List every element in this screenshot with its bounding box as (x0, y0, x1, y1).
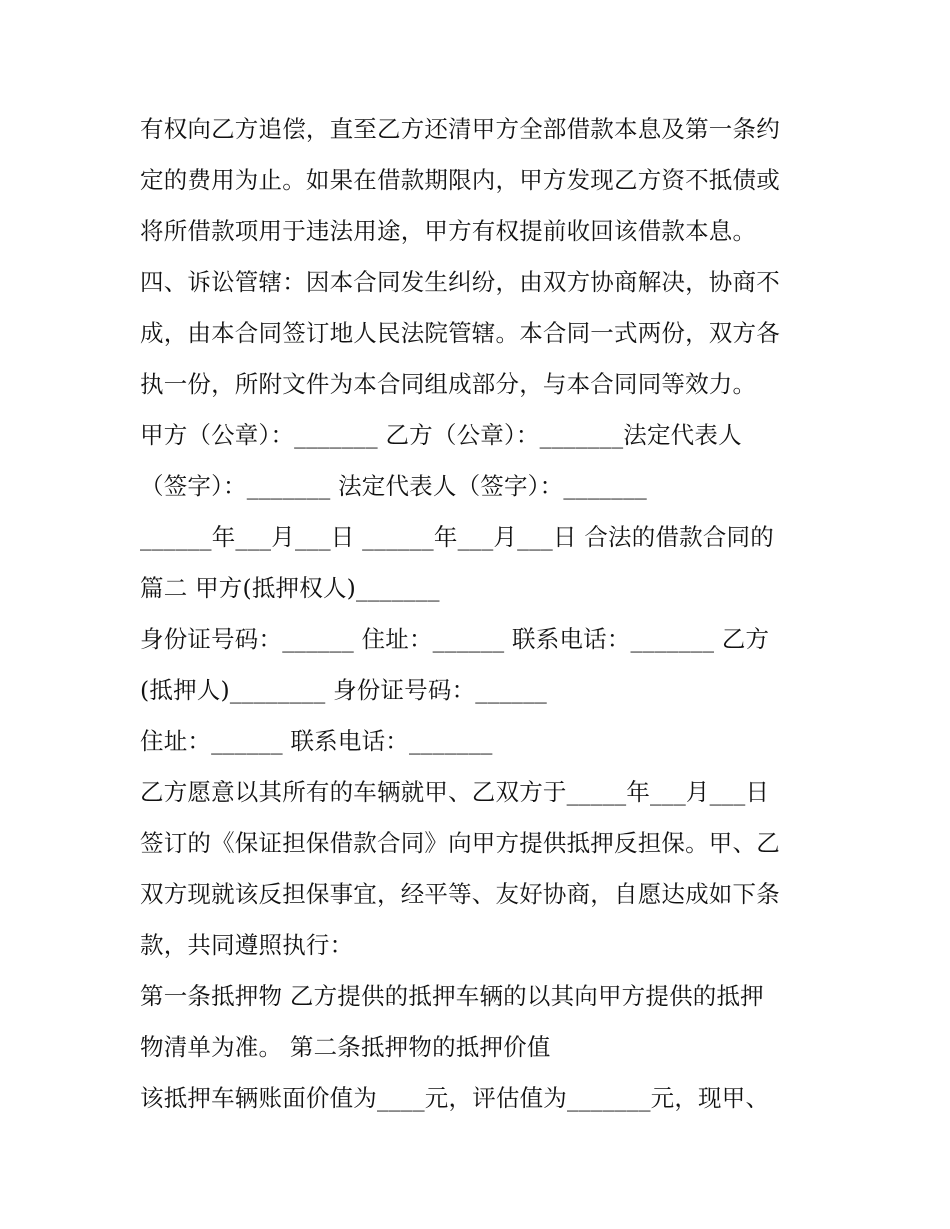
text-line: 定的费用为止。如果在借款期限内，甲方发现乙方资不抵债或 (140, 166, 780, 194)
part-two-heading-line: 篇二 甲方(抵押权人)_______ (140, 574, 440, 602)
signature-line: （签字）：_______ 法定代表人（签字）：_______ (140, 472, 647, 500)
date-line: ______年___月___日 ______年___月___日 合法的借款合同的 (140, 523, 774, 551)
text-line: 成，由本合同签订地人民法院管辖。本合同一式两份，双方各 (140, 319, 780, 347)
party-info-line: 身份证号码：______ 住址：______ 联系电话：_______ 乙方 (140, 625, 770, 653)
text-line: 将所借款项用于违法用途，甲方有权提前收回该借款本息。 (140, 217, 757, 245)
party-info-line: (抵押人)________ 身份证号码：______ (140, 676, 548, 704)
signature-line: 甲方（公章）：_______ 乙方（公章）：_______法定代表人 (140, 421, 742, 449)
section-four-heading-line: 四、诉讼管辖：因本合同发生纠纷，由双方协商解决，协商不 (140, 268, 780, 296)
text-line: 乙方愿意以其所有的车辆就甲、乙双方于_____年___月___日 (140, 778, 770, 806)
text-line: 该抵押车辆账面价值为____元，评估值为_______元，现甲、 (140, 1084, 770, 1112)
text-line: 双方现就该反担保事宜，经平等、友好协商，自愿达成如下条 (140, 880, 780, 908)
article-two-line: 物清单为准。 第二条抵押物的抵押价值 (140, 1033, 551, 1061)
document-body (140, 104, 820, 1124)
text-line: 款，共同遵照执行： (140, 931, 354, 959)
article-one-line: 第一条抵押物 乙方提供的抵押车辆的以其向甲方提供的抵押 (140, 982, 764, 1010)
party-info-line: 住址：______ 联系电话：_______ (140, 727, 493, 755)
text-line: 有权向乙方追偿，直至乙方还清甲方全部借款本息及第一条约 (140, 115, 780, 143)
text-line: 签订的《保证担保借款合同》向甲方提供抵押反担保。甲、乙 (140, 829, 780, 857)
text-line: 执一份，所附文件为本合同组成部分，与本合同同等效力。 (140, 370, 757, 398)
